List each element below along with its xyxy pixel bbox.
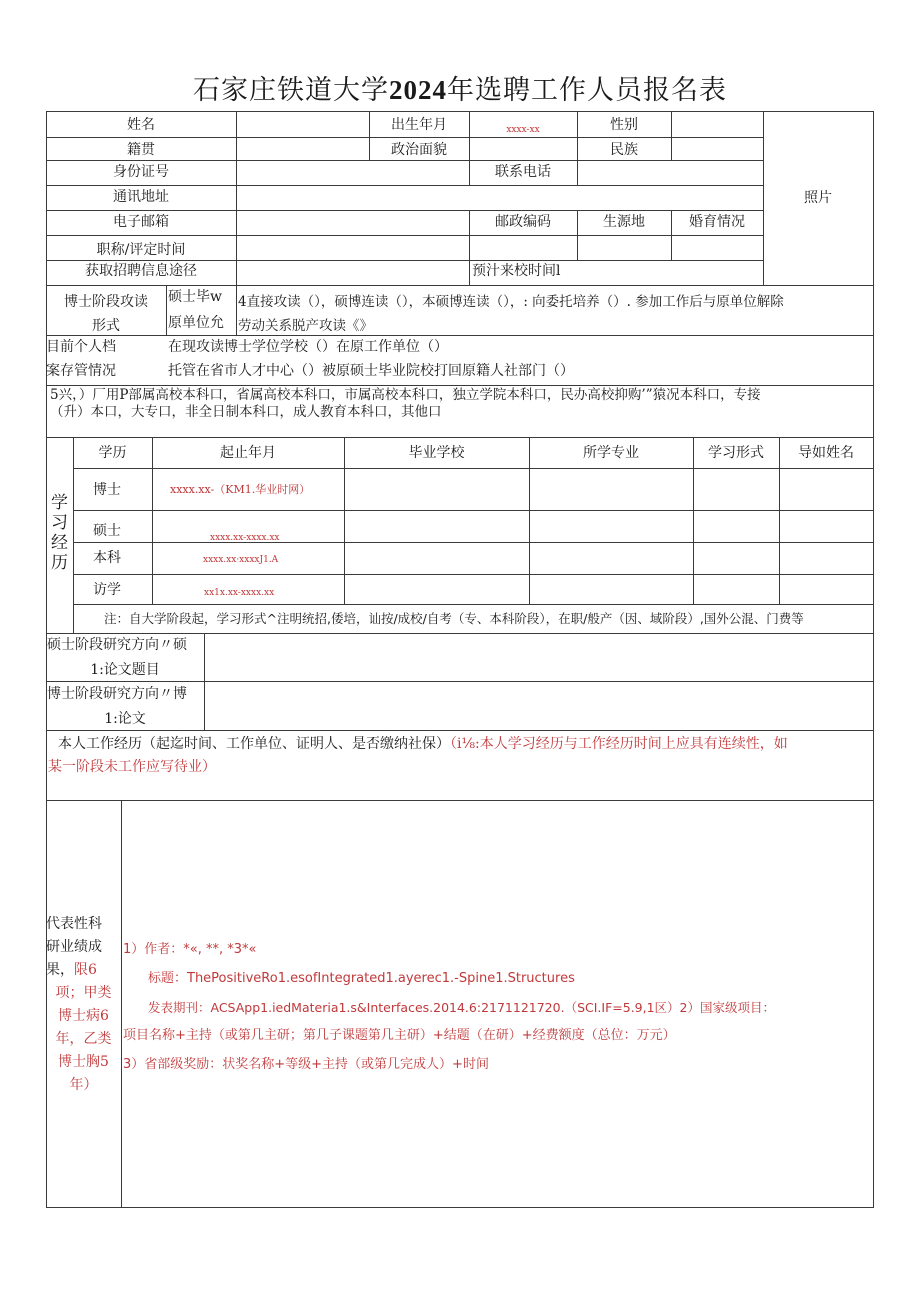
title-year: 2024 [389,75,447,105]
form-title [0,68,920,107]
study-note: 注：自大学阶段起，学习形式^注明统招,倭培，讪按/成校/自考（专、本科阶段），在职/般产（因、域阶段）,国外公混、门费等 [104,611,804,626]
study-row-degree: 本科 [93,550,121,566]
undergrad-type-line2[interactable]: （升）本口，大专口，非全日制本科口，成人教育本科口，其他口 [50,404,442,420]
study-row-degree: 访学 [93,582,121,598]
achievements-limit-line: 年，乙类 [55,1031,112,1047]
achievement-national-project[interactable]: 项目名称+主持（或第几主研；第几子课题第几主研）+结题（在研）+经费额度（总位：万元） [123,1028,676,1043]
achievements-limit-line: 博士胸5 [58,1054,109,1070]
name-label: 姓名 [127,117,155,133]
study-row-period[interactable]: xx1x.xx-xxxx.xx [204,588,275,598]
native-place-label: 籍贯 [127,142,155,158]
origin-label: 生源地 [603,214,645,230]
phd-research-label-line1: 博士阶段研究方向〃博 [47,686,187,702]
master-research-label-line2: 1:论文题目 [90,662,160,678]
ethnicity-label: 民族 [610,142,638,158]
achievements-limit-line: 年） [69,1077,98,1093]
photo-label: 照片 [804,190,832,206]
study-header-school: 毕业学校 [408,445,465,461]
study-row-period[interactable]: xxxx.xx·xxxxJ1.A [203,555,279,565]
achievement-author[interactable]: 1）作者：*«, **, *3*« [123,942,257,957]
title-prefix: 石家庄铁道大学 [193,75,389,106]
phd-mode-options-line1[interactable]: 4直接攻读（），硕博连读（），本硕博连读（），: 向委托培养（）. 参加工作后与原单位解除 [238,294,784,310]
archive-options-line1[interactable]: 在现攻读博士学位学校（）在原工作单位（） [168,339,448,355]
undergrad-type-line1[interactable]: 5兴，）厂用P部属高校本科口，省属高校本科口，市属高校本科口，独立学院本科口，民办高校抑购’”猿况本科口，专接 [50,387,761,403]
phone-label: 联系电话 [495,164,551,180]
achievement-journal[interactable]: 发表期刊：ACSApp1.iedMateria1.s&Interfaces.2014.6:2171121720.（SCI.IF=5.9,1区）2）国家级项目： [148,1000,775,1015]
achievements-limit-line: 限6 [74,962,97,978]
achievements-label-line: 代表性科 [46,916,102,932]
phd-mode-sub-line2: 原单位允 [168,315,224,331]
political-status-label: 政治面貌 [391,142,447,158]
study-side-char: 历 [51,553,68,573]
email-label: 电子邮箱 [113,214,169,230]
achievements-limit-line: 博士病6 [58,1008,109,1024]
study-row-degree: 硕士 [93,523,121,539]
birth-value[interactable]: xxxx-xx [506,125,540,135]
study-row-period[interactable]: xxxx.xx-xxxx.xx [210,533,280,543]
phd-mode-label-line1: 博士阶段攻读 [64,294,148,310]
study-side-char: 经 [51,533,68,553]
birth-label: 出生年月 [391,117,447,133]
study-header-period: 起止年月 [220,445,276,461]
phd-research-label-line2: 1:论文 [104,711,146,727]
archive-label-line2: 案存管情况 [46,363,116,379]
phd-mode-options-line2[interactable]: 劳动关系脱产攻读《》 [238,318,373,334]
work-history-label [58,736,788,752]
study-header-mode: 学习形式 [708,445,764,461]
achievements-limit-line: 项；甲类 [55,985,112,1001]
phd-mode-sub-line1: 硕士毕w [168,289,222,305]
gender-label: 性别 [610,117,638,133]
recruit-channel-label: 获取招聘信息途径 [85,263,197,279]
achievement-paper-title[interactable]: 标题：ThePositiveRo1.esofIntegrated1.ayerec1.-Spine1.Structures [148,971,575,986]
achievements-label-tail: 果， [46,962,74,978]
arrival-time-label: 预汁来校时间l [472,263,561,279]
work-history-hint-line2: 某一阶段未工作应写待业） [48,759,216,775]
archive-label-line1: 目前个人档 [46,339,116,355]
title-suffix: 年选聘工作人员报名表 [447,75,727,106]
achievements-label [46,913,121,1097]
study-side-char: 习 [51,513,68,533]
marital-status-label: 婚育情况 [689,214,745,230]
master-research-label-line1: 硕士阶段研究方向〃硕 [47,637,187,653]
study-header-major: 所学专业 [583,445,639,461]
address-label: 通讯地址 [113,189,169,205]
work-history-hint-line1: （i⅛:本人学习经历与工作经历时间上应具有连续性，如 [450,736,788,752]
achievements-label-line: 研业绩成 [46,939,102,955]
achievements-label-line [46,959,121,982]
work-history-label-text: 本人工作经历（起迄时间、工作单位、证明人、是否缴纳社保） [58,736,450,752]
study-row-period[interactable]: xxxx.xx-（KM1.华业时网） [170,483,311,496]
achievement-provincial-award[interactable]: 3）省部级奖励：状奖名称+等级+主持（或第几完成人）+时间 [123,1057,489,1072]
phd-mode-label-line2: 形式 [92,318,120,334]
archive-options-line2[interactable]: 托管在省市人才中心（）被原硕士毕业院校打回原籍人社部门（） [168,363,574,379]
study-row-degree: 博士 [93,482,121,498]
study-side-label [46,493,73,573]
study-header-advisor: 导如姓名 [798,445,854,461]
study-side-char: 学 [51,493,68,513]
study-header-degree: 学历 [98,445,127,461]
postcode-label: 邮政编码 [495,214,551,230]
job-title-label: 职称/评定时间 [96,242,186,258]
id-number-label: 身份证号 [113,164,169,180]
